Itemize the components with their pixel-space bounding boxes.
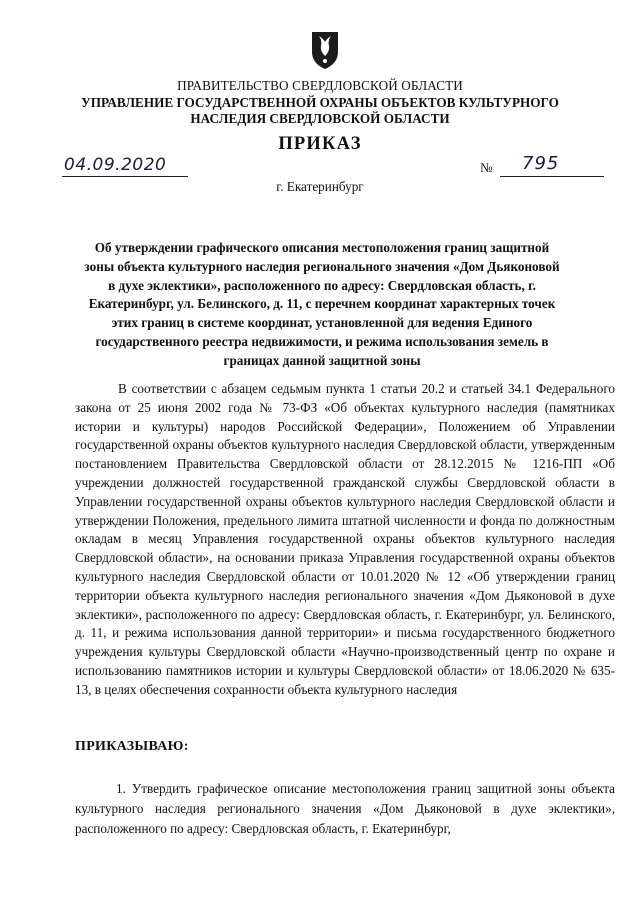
order-item-1: 1. Утвердить графическое описание местоположения границ защитной зоны объекта культурного наследия регионального значения «Дом Дьяконовой в духе эклектики», расположенного по адресу: Свердловская область, г. Екатеринбург,: [75, 781, 615, 836]
order-word: ПРИКАЗЫВАЮ:: [75, 739, 189, 754]
order-subject: Об утверждении графического описания местоположения границ защитной зоны объекта культурного наследия регионального значения «Дом Дьяконовой в духе эклектики», расположенного по адресу: Свердловская область, г. Екатеринбург, ул. Белинского, д. 11, с перечнем координат характерных точек этих границ в системе координат, установленной для ведения Единого государственного реестра недвижимости, и режима использования земель в границах данной защитной зоны: [84, 240, 560, 368]
department-name: УПРАВЛЕНИЕ ГОСУДАРСТВЕННОЙ ОХРАНЫ ОБЪЕКТОВ КУЛЬТУРНОГО НАСЛЕДИЯ СВЕРДЛОВСКОЙ ОБЛАСТИ: [81, 95, 559, 126]
number-label: №: [480, 160, 493, 175]
handwritten-number: 795: [522, 153, 560, 174]
preamble-paragraph: В соответствии с абзацем седьмым пункта 1 статьи 20.2 и статьей 34.1 Федерального закона от 25 июня 2002 года № 73-ФЗ «Об объектах культурного наследия (памятниках истории и культуры) народов Российской Федерации», Положением об Управлении государственной охраны объектов культурного наследия Свердловской области, утвержденным постановлением Правительства Свердловской области от 28.12.2015 № 1216-ПП «Об учреждении должностей государственной гражданской службы Свердловской области в Управлении государственной охраны объектов культурного наследия Свердловской области и утверждении Положения, предельного лимита штатной численности и фонда по должностным окладам в месяц Управления государственной охраны объектов культурного наследия Свердловской области», на основании приказа Управления государственной охраны объектов культурного наследия Свердловской области от 10.01.2020 № 12 «Об утверждении границ территории объекта культурного наследия регионального значения «Дом Дьяконовой в духе эклектики», расположенного по адресу: Свердловская область, г. Екатеринбург, ул. Белинского, д. 11, и режима использования данной территории» и письма государственного бюджетного учреждения культуры Свердловской области «Научно-производственный центр по охране и использованию памятников истории и культуры Свердловской области» от 18.06.2020 № 635-13, в целях обеспечения сохранности объекта культурного наследия: [75, 381, 615, 697]
coat-of-arms-icon: [310, 30, 340, 70]
document-type: ПРИКАЗ: [278, 134, 362, 154]
date-underline: [62, 176, 188, 177]
city: г. Екатеринбург: [276, 179, 364, 194]
government-name: ПРАВИТЕЛЬСТВО СВЕРДЛОВСКОЙ ОБЛАСТИ: [177, 78, 463, 93]
handwritten-date: 04.09.2020: [64, 155, 167, 175]
number-underline: [500, 176, 604, 177]
